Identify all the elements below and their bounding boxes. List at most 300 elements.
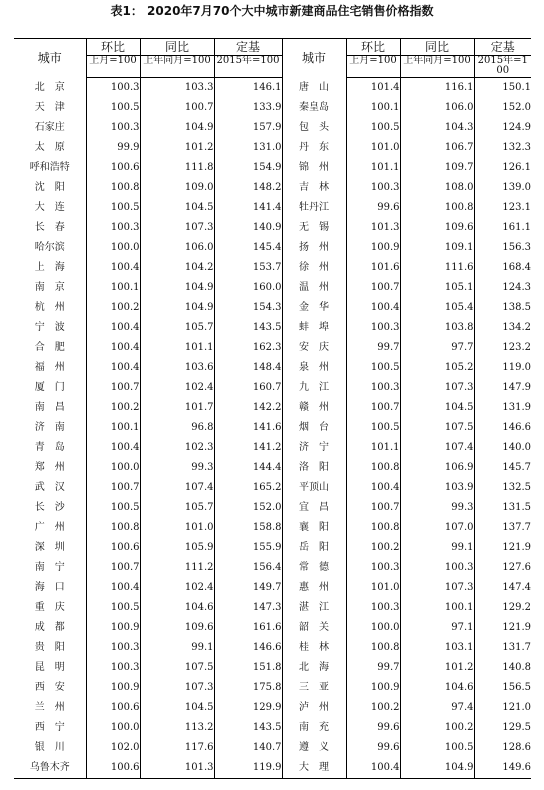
- city-cell-left: 银 川: [34, 742, 65, 753]
- mom-cell-left: 100.7: [86, 558, 140, 578]
- yoy-cell-left: 102.4: [140, 578, 214, 598]
- city-cell-left: 武 汉: [34, 482, 65, 493]
- yoy-cell-right: 100.8: [400, 198, 474, 218]
- mom-cell-left: 100.5: [86, 498, 140, 518]
- city-cell-right: 吉 林: [282, 178, 346, 198]
- table-row: [14, 458, 531, 478]
- table-row: [14, 578, 531, 598]
- city-cell-right: 扬 州: [282, 238, 346, 258]
- city-cell-right: 烟 台: [282, 418, 346, 438]
- mom-cell-right: 101.1: [346, 438, 400, 458]
- table-row: [14, 698, 531, 718]
- city-cell-left: 天 津: [34, 102, 65, 113]
- mom-cell-right: 100.8: [346, 518, 400, 538]
- city-cell-right: 韶 关: [282, 618, 346, 638]
- base-cell-left: 140.7: [214, 738, 282, 758]
- base-cell-right: 119.0: [474, 358, 531, 378]
- mom-cell-left: 100.7: [86, 478, 140, 498]
- city-cell-right: 宜 昌: [282, 498, 346, 518]
- yoy-cell-right: 100.3: [400, 558, 474, 578]
- yoy-cell-right: 97.1: [400, 618, 474, 638]
- base-cell-right: 152.0: [474, 98, 531, 118]
- base-cell-left: 162.3: [214, 338, 282, 358]
- mom-cell-left: 100.1: [86, 418, 140, 438]
- mom-cell-right: 100.4: [346, 478, 400, 498]
- table-row: [14, 738, 531, 758]
- header-row: [14, 39, 531, 56]
- base-cell-left: 141.4: [214, 198, 282, 218]
- yoy-subheader-right: 上年同月=100: [400, 56, 474, 78]
- base-cell-right: 131.7: [474, 638, 531, 658]
- mom-cell-left: 102.0: [86, 738, 140, 758]
- yoy-cell-right: 103.9: [400, 478, 474, 498]
- base-cell-right: 139.0: [474, 178, 531, 198]
- yoy-cell-right: 99.1: [400, 538, 474, 558]
- table-row: [14, 298, 531, 318]
- base-cell-right: 156.3: [474, 238, 531, 258]
- mom-cell-left: 100.2: [86, 298, 140, 318]
- table-row: [14, 418, 531, 438]
- yoy-cell-right: 107.5: [400, 418, 474, 438]
- yoy-cell-right: 105.2: [400, 358, 474, 378]
- mom-cell-left: 100.3: [86, 658, 140, 678]
- mom-cell-left: 99.9: [86, 138, 140, 158]
- base-cell-left: 148.2: [214, 178, 282, 198]
- base-cell-right: 132.5: [474, 478, 531, 498]
- city-cell-right: 岳 阳: [282, 538, 346, 558]
- mom-cell-left: 100.5: [86, 98, 140, 118]
- base-cell-left: 165.2: [214, 478, 282, 498]
- mom-cell-right: 99.6: [346, 738, 400, 758]
- city-cell-right: 惠 州: [282, 578, 346, 598]
- mom-cell-left: 100.7: [86, 378, 140, 398]
- yoy-cell-left: 113.2: [140, 718, 214, 738]
- mom-cell-left: 100.2: [86, 398, 140, 418]
- city-cell-right: 襄 阳: [282, 518, 346, 538]
- city-cell-left: 长 沙: [34, 502, 65, 513]
- city-cell-right: 包 头: [282, 118, 346, 138]
- city-cell-right: 湛 江: [282, 598, 346, 618]
- mom-cell-right: 100.3: [346, 178, 400, 198]
- table-row: [14, 218, 531, 238]
- table-row: [14, 598, 531, 618]
- mom-cell-left: 100.6: [86, 158, 140, 178]
- base-cell-right: 161.1: [474, 218, 531, 238]
- mom-cell-left: 100.6: [86, 758, 140, 779]
- city-cell-right: 九 江: [282, 378, 346, 398]
- yoy-cell-right: 100.2: [400, 718, 474, 738]
- yoy-cell-left: 109.6: [140, 618, 214, 638]
- yoy-subheader-left: 上年同月=100: [140, 56, 214, 78]
- base-column-header-left: 定基: [214, 39, 282, 56]
- mom-cell-right: 100.2: [346, 538, 400, 558]
- yoy-cell-left: 96.8: [140, 418, 214, 438]
- base-column-header-right: 定基: [474, 39, 531, 56]
- mom-cell-right: 101.4: [346, 78, 400, 99]
- yoy-cell-left: 107.3: [140, 218, 214, 238]
- yoy-cell-left: 103.6: [140, 358, 214, 378]
- mom-cell-left: 100.3: [86, 638, 140, 658]
- table-row: [14, 398, 531, 418]
- base-cell-right: 131.9: [474, 398, 531, 418]
- mom-cell-left: 100.5: [86, 598, 140, 618]
- yoy-cell-right: 99.3: [400, 498, 474, 518]
- table-row: [14, 438, 531, 458]
- base-subheader-left: 2015年=100: [214, 56, 282, 78]
- mom-cell-left: 100.4: [86, 438, 140, 458]
- mom-cell-right: 99.6: [346, 198, 400, 218]
- base-cell-left: 131.0: [214, 138, 282, 158]
- city-cell-left: 太 原: [34, 142, 65, 153]
- yoy-cell-right: 105.4: [400, 298, 474, 318]
- city-cell-left: 青 岛: [34, 442, 65, 453]
- base-cell-right: 124.3: [474, 278, 531, 298]
- city-cell-right: 济 宁: [282, 438, 346, 458]
- yoy-cell-left: 111.8: [140, 158, 214, 178]
- mom-cell-right: 100.9: [346, 238, 400, 258]
- city-cell-right: 大 理: [282, 758, 346, 779]
- base-cell-right: 146.6: [474, 418, 531, 438]
- yoy-cell-left: 101.0: [140, 518, 214, 538]
- table-row: [14, 498, 531, 518]
- table-row: [14, 618, 531, 638]
- yoy-cell-left: 104.5: [140, 698, 214, 718]
- city-cell-right: 温 州: [282, 278, 346, 298]
- city-cell-right: 常 德: [282, 558, 346, 578]
- yoy-cell-right: 106.0: [400, 98, 474, 118]
- mom-cell-left: 100.3: [86, 118, 140, 138]
- yoy-cell-left: 100.7: [140, 98, 214, 118]
- base-cell-left: 146.1: [214, 78, 282, 99]
- yoy-cell-right: 111.6: [400, 258, 474, 278]
- yoy-cell-left: 104.9: [140, 298, 214, 318]
- yoy-cell-right: 104.6: [400, 678, 474, 698]
- city-cell-right: 赣 州: [282, 398, 346, 418]
- mom-cell-left: 100.4: [86, 358, 140, 378]
- city-cell-left: 昆 明: [34, 662, 65, 673]
- yoy-cell-right: 109.6: [400, 218, 474, 238]
- base-cell-left: 149.7: [214, 578, 282, 598]
- table-row: [14, 558, 531, 578]
- table-row: [14, 138, 531, 158]
- city-cell-left: 北 京: [34, 81, 65, 93]
- city-cell-left: 西 安: [34, 682, 65, 693]
- mom-cell-right: 99.6: [346, 718, 400, 738]
- mom-cell-left: 100.4: [86, 318, 140, 338]
- city-cell-right: 安 庆: [282, 338, 346, 358]
- yoy-cell-left: 101.1: [140, 338, 214, 358]
- mom-cell-right: 100.3: [346, 598, 400, 618]
- yoy-cell-left: 105.7: [140, 318, 214, 338]
- table-row: [14, 318, 531, 338]
- mom-cell-right: 100.4: [346, 298, 400, 318]
- mom-cell-right: 101.6: [346, 258, 400, 278]
- base-subheader-right: 2015年=100: [474, 56, 531, 78]
- mom-column-header-right: 环比: [346, 39, 400, 56]
- yoy-cell-right: 104.9: [400, 758, 474, 779]
- yoy-cell-left: 102.3: [140, 438, 214, 458]
- base-cell-left: 153.7: [214, 258, 282, 278]
- yoy-cell-right: 104.5: [400, 398, 474, 418]
- yoy-cell-right: 109.1: [400, 238, 474, 258]
- base-cell-right: 138.5: [474, 298, 531, 318]
- city-cell-left: 杭 州: [34, 302, 65, 313]
- mom-cell-right: 100.7: [346, 498, 400, 518]
- city-cell-left: 大 连: [34, 202, 65, 213]
- yoy-cell-right: 107.0: [400, 518, 474, 538]
- city-cell-left: 海 口: [34, 582, 65, 593]
- base-cell-right: 121.9: [474, 618, 531, 638]
- base-cell-right: 150.1: [474, 78, 531, 99]
- yoy-cell-left: 107.4: [140, 478, 214, 498]
- mom-cell-right: 101.1: [346, 158, 400, 178]
- yoy-cell-right: 108.0: [400, 178, 474, 198]
- yoy-cell-left: 106.0: [140, 238, 214, 258]
- base-cell-right: 140.8: [474, 658, 531, 678]
- yoy-cell-right: 109.7: [400, 158, 474, 178]
- yoy-column-header-right: 同比: [400, 39, 474, 56]
- mom-cell-left: 100.6: [86, 698, 140, 718]
- mom-cell-right: 100.8: [346, 638, 400, 658]
- table-row: [14, 338, 531, 358]
- table-row: [14, 658, 531, 678]
- yoy-cell-left: 101.2: [140, 138, 214, 158]
- base-cell-left: 157.9: [214, 118, 282, 138]
- table-row: [14, 258, 531, 278]
- mom-cell-right: 101.0: [346, 138, 400, 158]
- city-cell-left: 宁 波: [34, 322, 65, 333]
- table-row: [14, 178, 531, 198]
- mom-cell-right: 100.3: [346, 378, 400, 398]
- table-row: [14, 238, 531, 258]
- mom-cell-left: 100.0: [86, 718, 140, 738]
- table-title: 表1： 2020年7月70个大中城市新建商品住宅销售价格指数: [110, 4, 434, 18]
- yoy-cell-left: 104.5: [140, 198, 214, 218]
- base-cell-left: 147.3: [214, 598, 282, 618]
- base-cell-left: 133.9: [214, 98, 282, 118]
- city-cell-left: 沈 阳: [34, 182, 65, 193]
- mom-cell-right: 101.3: [346, 218, 400, 238]
- city-cell-left: 南 京: [34, 282, 65, 293]
- yoy-cell-left: 99.1: [140, 638, 214, 658]
- base-cell-left: 140.9: [214, 218, 282, 238]
- yoy-cell-right: 107.4: [400, 438, 474, 458]
- mom-cell-right: 100.9: [346, 678, 400, 698]
- yoy-cell-left: 107.3: [140, 678, 214, 698]
- table-row: [14, 358, 531, 378]
- table-row: [14, 198, 531, 218]
- yoy-cell-right: 100.5: [400, 738, 474, 758]
- base-cell-right: 126.1: [474, 158, 531, 178]
- mom-subheader-right: 上月=100: [346, 56, 400, 78]
- mom-cell-left: 100.9: [86, 678, 140, 698]
- city-cell-right: 丹 东: [282, 138, 346, 158]
- city-column-header-left: 城市: [14, 39, 86, 78]
- table-row: [14, 158, 531, 178]
- base-cell-left: 155.9: [214, 538, 282, 558]
- table-row: [14, 718, 531, 738]
- city-cell-right: 秦皇岛: [282, 98, 346, 118]
- base-cell-right: 168.4: [474, 258, 531, 278]
- yoy-cell-left: 101.3: [140, 758, 214, 779]
- table-row: [14, 638, 531, 658]
- mom-cell-left: 100.9: [86, 618, 140, 638]
- base-cell-right: 147.9: [474, 378, 531, 398]
- base-cell-left: 146.6: [214, 638, 282, 658]
- city-cell-left: 贵 阳: [34, 642, 65, 653]
- city-cell-right: 金 华: [282, 298, 346, 318]
- yoy-cell-right: 106.7: [400, 138, 474, 158]
- mom-cell-right: 100.5: [346, 358, 400, 378]
- city-cell-right: 遵 义: [282, 738, 346, 758]
- yoy-cell-right: 107.3: [400, 378, 474, 398]
- mom-cell-left: 100.5: [86, 198, 140, 218]
- base-cell-left: 119.9: [214, 758, 282, 779]
- yoy-cell-left: 107.5: [140, 658, 214, 678]
- subheader-row: [14, 56, 531, 78]
- base-cell-left: 160.7: [214, 378, 282, 398]
- yoy-cell-right: 107.3: [400, 578, 474, 598]
- city-cell-left: 上 海: [34, 262, 65, 273]
- table-row: [14, 478, 531, 498]
- mom-cell-right: 100.3: [346, 318, 400, 338]
- yoy-cell-right: 101.2: [400, 658, 474, 678]
- mom-cell-right: 100.4: [346, 758, 400, 779]
- city-cell-left: 重 庆: [34, 602, 65, 613]
- yoy-cell-right: 97.4: [400, 698, 474, 718]
- base-cell-right: 140.0: [474, 438, 531, 458]
- mom-cell-left: 100.0: [86, 238, 140, 258]
- yoy-cell-right: 97.7: [400, 338, 474, 358]
- base-cell-right: 124.9: [474, 118, 531, 138]
- base-cell-left: 161.6: [214, 618, 282, 638]
- yoy-cell-left: 105.9: [140, 538, 214, 558]
- city-cell-right: 北 海: [282, 658, 346, 678]
- base-cell-left: 141.6: [214, 418, 282, 438]
- mom-cell-left: 100.8: [86, 178, 140, 198]
- mom-cell-right: 100.5: [346, 118, 400, 138]
- city-column-header-right: 城市: [282, 39, 346, 78]
- base-cell-left: 156.4: [214, 558, 282, 578]
- table-row: [14, 78, 531, 99]
- city-cell-right: 南 充: [282, 718, 346, 738]
- city-cell-right: 牡丹江: [282, 198, 346, 218]
- base-cell-left: 129.9: [214, 698, 282, 718]
- mom-cell-right: 100.7: [346, 278, 400, 298]
- base-cell-left: 151.8: [214, 658, 282, 678]
- yoy-cell-left: 104.6: [140, 598, 214, 618]
- yoy-cell-right: 103.1: [400, 638, 474, 658]
- city-cell-left: 济 南: [34, 422, 65, 433]
- city-cell-left: 郑 州: [34, 462, 65, 473]
- yoy-cell-right: 116.1: [400, 78, 474, 99]
- base-cell-left: 148.4: [214, 358, 282, 378]
- city-cell-right: 锦 州: [282, 158, 346, 178]
- base-cell-left: 152.0: [214, 498, 282, 518]
- mom-cell-left: 100.3: [86, 218, 140, 238]
- yoy-cell-left: 104.9: [140, 118, 214, 138]
- mom-cell-left: 100.4: [86, 338, 140, 358]
- city-cell-left: 乌鲁木齐: [14, 758, 86, 779]
- city-cell-left: 石家庄: [34, 122, 65, 133]
- city-cell-right: 平顶山: [282, 478, 346, 498]
- mom-cell-right: 99.7: [346, 658, 400, 678]
- yoy-cell-left: 104.9: [140, 278, 214, 298]
- city-cell-left: 兰 州: [34, 702, 65, 713]
- base-cell-right: 121.0: [474, 698, 531, 718]
- mom-cell-right: 100.8: [346, 458, 400, 478]
- city-cell-right: 无 锡: [282, 218, 346, 238]
- yoy-cell-right: 106.9: [400, 458, 474, 478]
- mom-cell-right: 100.3: [346, 558, 400, 578]
- mom-cell-left: 100.3: [86, 78, 140, 99]
- yoy-cell-left: 117.6: [140, 738, 214, 758]
- table-row: [14, 758, 531, 779]
- base-cell-right: 131.5: [474, 498, 531, 518]
- base-cell-left: 143.5: [214, 318, 282, 338]
- yoy-cell-right: 105.1: [400, 278, 474, 298]
- table-row: [14, 98, 531, 118]
- table-row: [14, 278, 531, 298]
- city-cell-right: 泉 州: [282, 358, 346, 378]
- city-cell-right: 桂 林: [282, 638, 346, 658]
- base-cell-right: 149.6: [474, 758, 531, 779]
- mom-cell-left: 100.4: [86, 258, 140, 278]
- base-cell-right: 145.7: [474, 458, 531, 478]
- mom-cell-right: 100.5: [346, 418, 400, 438]
- city-cell-right: 蚌 埠: [282, 318, 346, 338]
- yoy-cell-right: 103.8: [400, 318, 474, 338]
- base-cell-left: 175.8: [214, 678, 282, 698]
- mom-column-header-left: 环比: [86, 39, 140, 56]
- table-row: [14, 678, 531, 698]
- mom-cell-left: 100.1: [86, 278, 140, 298]
- mom-cell-right: 100.0: [346, 618, 400, 638]
- yoy-cell-left: 101.7: [140, 398, 214, 418]
- mom-cell-left: 100.0: [86, 458, 140, 478]
- base-cell-left: 145.4: [214, 238, 282, 258]
- base-cell-right: 123.1: [474, 198, 531, 218]
- mom-cell-left: 100.8: [86, 518, 140, 538]
- base-cell-right: 129.5: [474, 718, 531, 738]
- mom-cell-right: 100.1: [346, 98, 400, 118]
- base-cell-right: 129.2: [474, 598, 531, 618]
- mom-subheader-left: 上月=100: [86, 56, 140, 78]
- city-cell-left: 成 都: [34, 622, 65, 633]
- price-index-table: [14, 38, 531, 779]
- table-row: [14, 538, 531, 558]
- yoy-cell-left: 99.3: [140, 458, 214, 478]
- base-cell-left: 141.2: [214, 438, 282, 458]
- yoy-cell-right: 100.1: [400, 598, 474, 618]
- base-cell-left: 142.2: [214, 398, 282, 418]
- base-cell-right: 137.7: [474, 518, 531, 538]
- base-cell-left: 154.9: [214, 158, 282, 178]
- city-cell-left: 福 州: [34, 362, 65, 373]
- base-cell-right: 134.2: [474, 318, 531, 338]
- base-cell-right: 132.3: [474, 138, 531, 158]
- mom-cell-right: 101.0: [346, 578, 400, 598]
- base-cell-right: 156.5: [474, 678, 531, 698]
- city-cell-left: 呼和浩特: [29, 162, 70, 173]
- yoy-cell-left: 109.0: [140, 178, 214, 198]
- base-cell-left: 154.3: [214, 298, 282, 318]
- city-cell-left: 深 圳: [34, 542, 65, 553]
- city-cell-right: 徐 州: [282, 258, 346, 278]
- mom-cell-right: 100.7: [346, 398, 400, 418]
- city-cell-right: 唐 山: [282, 78, 346, 99]
- city-cell-left: 西 宁: [34, 722, 65, 733]
